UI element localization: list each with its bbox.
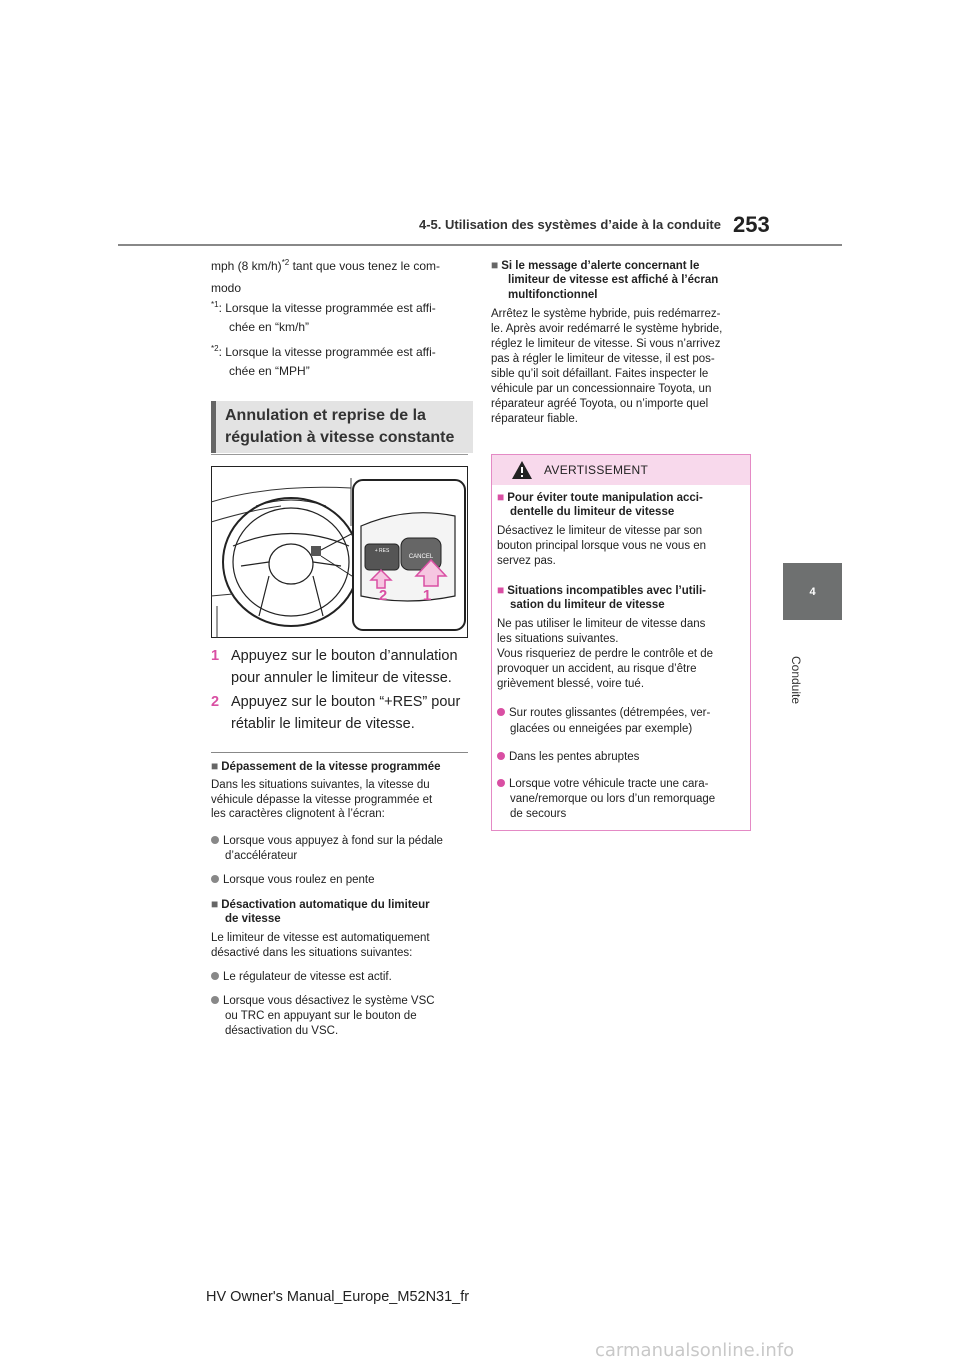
step-text: Appuyez sur le bouton “+RES” pour <box>231 694 461 710</box>
step-1-cont: pour annuler le limiteur de vitesse. <box>231 670 452 686</box>
steering-wheel-illustration <box>211 466 468 638</box>
footnote-text: : Lorsque la vitesse programmée est affi- <box>218 301 436 315</box>
subheading-text: Pour éviter toute manipulation acci- <box>507 492 703 504</box>
warning-subheading: ■ Situations incompatibles avec l’utili- <box>497 583 706 597</box>
footnote-1 <box>211 299 436 317</box>
text-line: servez pas. <box>497 555 556 567</box>
subheading-text: Désactivation automatique du limiteur <box>221 899 430 911</box>
warning-paragraph <box>497 524 706 569</box>
text-line: réparateur agréé Toyota, ou n’importe quel <box>491 398 709 410</box>
warning-bullet-cont <box>510 792 715 821</box>
bullet-icon <box>211 836 219 844</box>
footer-text: HV Owner's Manual_Europe_M52N31_fr <box>206 1289 470 1305</box>
bullet-text: Dans les pentes abruptes <box>509 751 640 763</box>
warning-subheading-cont: dentelle du limiteur de vitesse <box>510 506 675 518</box>
step-2 <box>211 691 460 713</box>
paragraph-auto-off <box>211 931 430 960</box>
res-label: + RES <box>374 548 390 554</box>
step-1 <box>211 645 458 667</box>
footnote-2-cont: chée en “MPH” <box>229 364 310 378</box>
step-number: 2 <box>211 694 220 710</box>
section-title-line: Annulation et reprise de la <box>225 407 426 424</box>
subheading-alert-cont <box>508 273 718 302</box>
section-title-line: régulation à vitesse constante <box>225 429 455 446</box>
bullet-item-cont <box>225 1009 417 1038</box>
text-line: Arrêtez le système hybride, puis redémarrez- <box>491 308 721 320</box>
subheading-alert: ■ Si le message d’alerte concernant le <box>491 258 700 272</box>
paragraph-overspeed <box>211 778 432 822</box>
text-line: désactivation du VSC. <box>225 1024 339 1037</box>
subheading-auto-off: ■ Désactivation automatique du limiteur <box>211 897 430 911</box>
footnote-mark: *1 <box>211 300 219 309</box>
warning-bullet-cont: glacées ou enneigées par exemple) <box>510 723 693 735</box>
text-line: ou TRC en appuyant sur le bouton de <box>225 1010 417 1022</box>
warning-subheading: ■ Pour éviter toute manipulation acci- <box>497 490 703 504</box>
intro-line-2: modo <box>211 281 242 295</box>
footnote-1-cont: chée en “km/h” <box>229 320 310 334</box>
chapter-tab <box>783 563 842 620</box>
text-line: Le limiteur de vitesse est automatiquement <box>211 932 430 944</box>
subheading-text: Situations incompatibles avec l’utili- <box>507 585 706 597</box>
subheading-text: Dépassement de la vitesse programmée <box>221 761 441 773</box>
chapter-number: 4 <box>809 586 816 598</box>
bullet-item-cont: d’accélérateur <box>225 850 298 862</box>
text-line: provoquer un accident, au risque d’être <box>497 663 697 675</box>
bullet-icon <box>211 996 219 1004</box>
bullet-item <box>211 994 435 1009</box>
bullet-text: Lorsque vous roulez en pente <box>223 874 375 886</box>
bullet-text: Lorsque votre véhicule tracte une cara- <box>509 778 709 790</box>
text-line: les caractères clignotent à l’écran: <box>211 808 385 820</box>
bullet-text: Lorsque vous désactivez le système VSC <box>223 995 435 1007</box>
intro-text: mph (8 km/h) <box>211 259 282 273</box>
section-heading <box>211 401 473 453</box>
warning-header <box>492 455 750 485</box>
text-line: grièvement blessé, voire tué. <box>497 678 645 690</box>
bullet-icon <box>497 708 505 716</box>
bullet-item <box>211 834 443 849</box>
bullet-text: Le régulateur de vitesse est actif. <box>223 971 392 983</box>
text-line: de secours <box>510 807 567 820</box>
chapter-label <box>774 648 818 712</box>
bullet-item <box>211 970 392 985</box>
chapter-label-text: Conduite <box>789 655 803 705</box>
warning-bullet <box>497 706 710 721</box>
subheading-overspeed: ■ Dépassement de la vitesse programmée <box>211 759 441 773</box>
warning-paragraph <box>497 617 713 692</box>
intro-text: tant que vous tenez le com- <box>289 259 440 273</box>
callout-1: 1 <box>422 587 432 604</box>
text-line: les situations suivantes. <box>497 633 619 645</box>
footnote-2 <box>211 343 436 361</box>
bullet-icon <box>211 875 219 883</box>
text-line: véhicule dépasse la vitesse programmée et <box>211 793 433 806</box>
footnote-mark: *2 <box>211 344 219 353</box>
text-line: réglez le limiteur de vitesse. Si vous n’arrivez <box>491 338 721 350</box>
paragraph-alert <box>491 307 722 427</box>
text-line: vane/remorque ou lors d’un remorquage <box>510 793 716 805</box>
header-title: 4-5. Utilisation des systèmes d’aide à la conduite <box>419 217 721 232</box>
page-number: 253 <box>733 212 770 237</box>
text-line: désactivé dans les situations suivantes: <box>211 946 413 959</box>
warning-bullet <box>497 777 708 792</box>
step-2-cont: rétablir le limiteur de vitesse. <box>231 716 415 732</box>
bullet-item <box>211 873 375 888</box>
text-line: Ne pas utiliser le limiteur de vitesse dans <box>497 618 706 630</box>
text-line: Désactivez le limiteur de vitesse par son <box>497 525 703 537</box>
text-line: réparateur fiable. <box>491 413 578 425</box>
step-text: Appuyez sur le bouton d’annulation <box>231 648 458 664</box>
text-line: Dans les situations suivantes, la vitesse du <box>211 779 430 791</box>
intro-line-1 <box>211 257 440 275</box>
text-line: pas à régler le limiteur de vitesse, il est pos- <box>491 353 715 365</box>
section-rule <box>211 454 468 455</box>
bullet-text: Sur routes glissantes (détrempées, ver- <box>509 707 711 719</box>
header-rule <box>118 244 842 246</box>
text-line: limiteur de vitesse est affiché à l’écran <box>508 274 719 286</box>
bullet-text: Lorsque vous appuyez à fond sur la pédale <box>223 835 443 847</box>
text-line: Vous risqueriez de perdre le contrôle et de <box>497 648 714 660</box>
bullet-icon <box>211 972 219 980</box>
text-line: sible qu’il soit défaillant. Faites inspecter le <box>491 368 709 380</box>
bullet-icon <box>497 752 505 760</box>
warning-subheading-cont: sation du limiteur de vitesse <box>510 599 665 611</box>
callout-2: 2 <box>378 587 388 604</box>
text-line: bouton principal lorsque vous ne vous en <box>497 540 707 552</box>
subheading-text: Si le message d’alerte concernant le <box>501 260 700 272</box>
footnote-ref: *2 <box>281 258 290 267</box>
cancel-label: CANCEL <box>408 554 434 560</box>
step-number: 1 <box>211 648 220 664</box>
warning-bullet <box>497 750 639 765</box>
divider <box>211 752 468 753</box>
subheading-auto-off-cont: de vitesse <box>225 913 281 925</box>
text-line: véhicule par un concessionnaire Toyota, un <box>491 383 712 395</box>
bullet-icon <box>497 779 505 787</box>
warning-box <box>491 454 751 831</box>
text-line: multifonctionnel <box>508 288 598 301</box>
text-line: le. Après avoir redémarré le système hybride, <box>491 323 723 335</box>
watermark: carmanualsonline.info <box>595 1340 795 1361</box>
warning-triangle-icon <box>511 460 533 480</box>
footnote-text: : Lorsque la vitesse programmée est affi- <box>218 345 436 359</box>
warning-title: AVERTISSEMENT <box>544 463 649 477</box>
